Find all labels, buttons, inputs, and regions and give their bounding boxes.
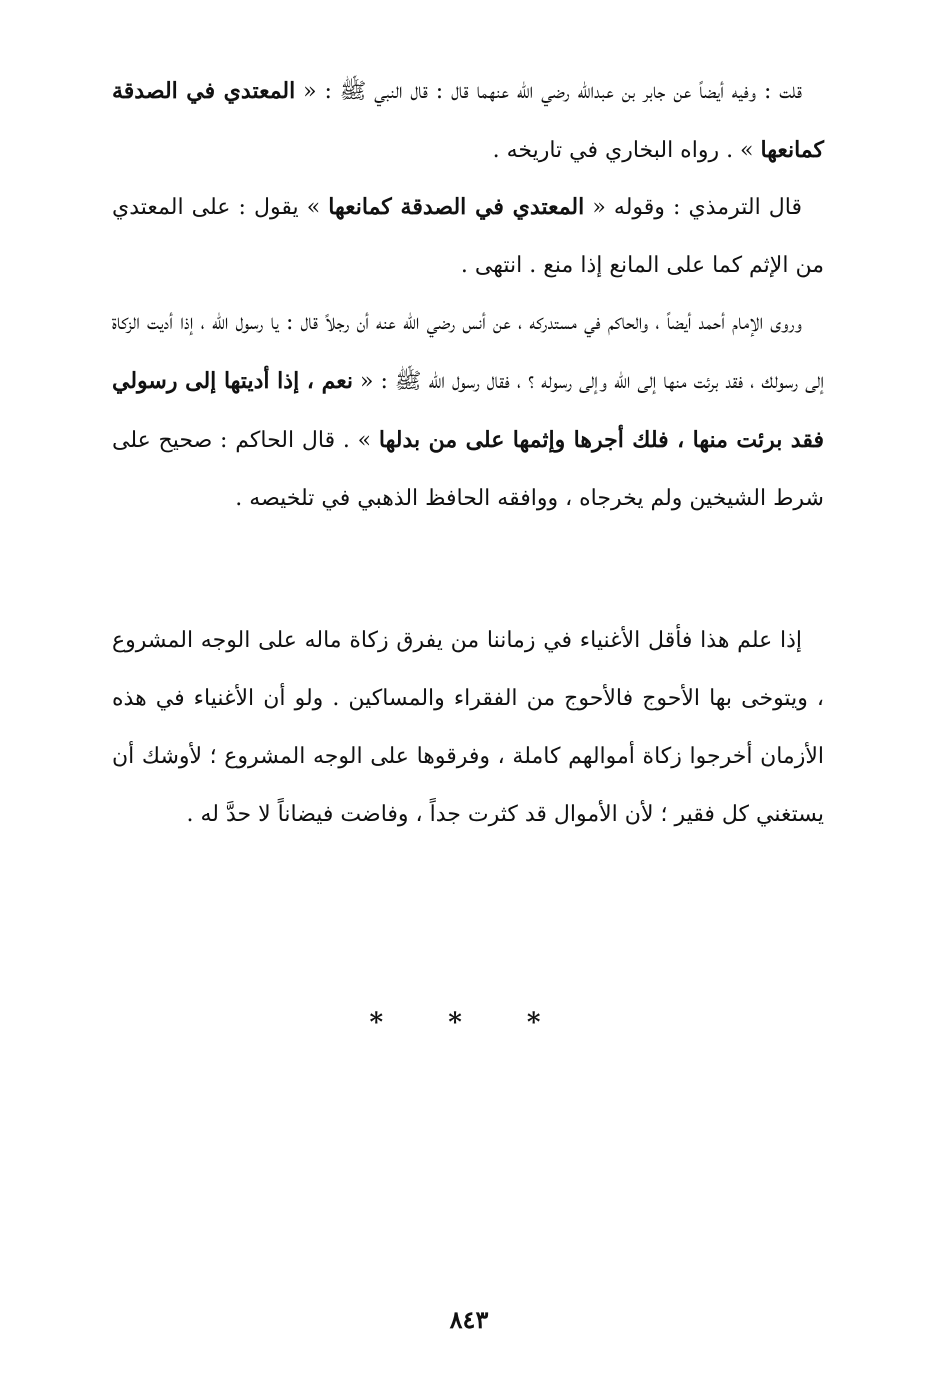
paragraph-text <box>112 612 824 844</box>
paragraph-tail-text: » . رواه البخاري في تاريخه . <box>492 138 761 163</box>
paragraph-text <box>112 62 824 180</box>
page-number: ٨٤٣ <box>449 1305 489 1334</box>
paragraph-conclusion <box>112 612 824 844</box>
paragraph-jabir-hadith <box>112 62 824 180</box>
paragraph-tirmidhi-comment <box>112 178 824 295</box>
paragraph-lead-text: وروى الإمام أحمد أيضاً ، والحاكم في مستدركه ، عن أنس رضي الله عنه أن رجلاً قال : يا رسول الله ، إذا أديت الزكاة إلى رسولك ، فقد برئت منها إلى الله وإلى رسوله ؟ ، فقال رسول الله ﷺ : « <box>112 310 824 394</box>
hadith-quote: المعتدي في الصدقة كمانعها <box>112 78 824 163</box>
paragraph-text <box>112 178 824 295</box>
paragraph-text <box>112 294 824 528</box>
paragraph-body-text: إذا علم هذا فأقل الأغنياء في زماننا من يفرق زكاة ماله على الوجه المشروع ، ويتوخى بها الأحوج فالأحوج من الفقراء والمساكين . ولو أن الأغنياء في هذه الأزمان أخرجوا زكاة أموالهم كاملة ، وفرقوها على الوجه المشروع ؛ لأوشك أن يستغني كل فقير ؛ لأن الأموال قد كثرت جداً ، وفاضت فيضاناً لا حدَّ له . <box>112 628 824 827</box>
paragraph-tail-text: » يقول : على المعتدي من الإثم كما على المانع إذا منع . انتهى . <box>112 195 824 278</box>
paragraph-tail-text: » . قال الحاكم : صحيح على شرط الشيخين ولم يخرجاه ، ووافقه الحافظ الذهبي في تلخيصه . <box>112 428 824 511</box>
section-separator: * * * <box>369 1008 569 1038</box>
hadith-quote: المعتدي في الصدقة كمانعها <box>328 194 585 220</box>
paragraph-anas-hadith <box>112 294 824 528</box>
hadith-quote: نعم ، إذا أديتها إلى رسولي فقد برئت منها ، فلك أجرها وإثمها على من بدلها <box>112 368 824 453</box>
paragraph-lead-text: قلت : وفيه أيضاً عن جابر بن عبدالله رضي الله عنهما قال : قال النبي ﷺ : « <box>295 79 803 104</box>
paragraph-lead-text: قال الترمذي : وقوله « <box>584 195 802 220</box>
